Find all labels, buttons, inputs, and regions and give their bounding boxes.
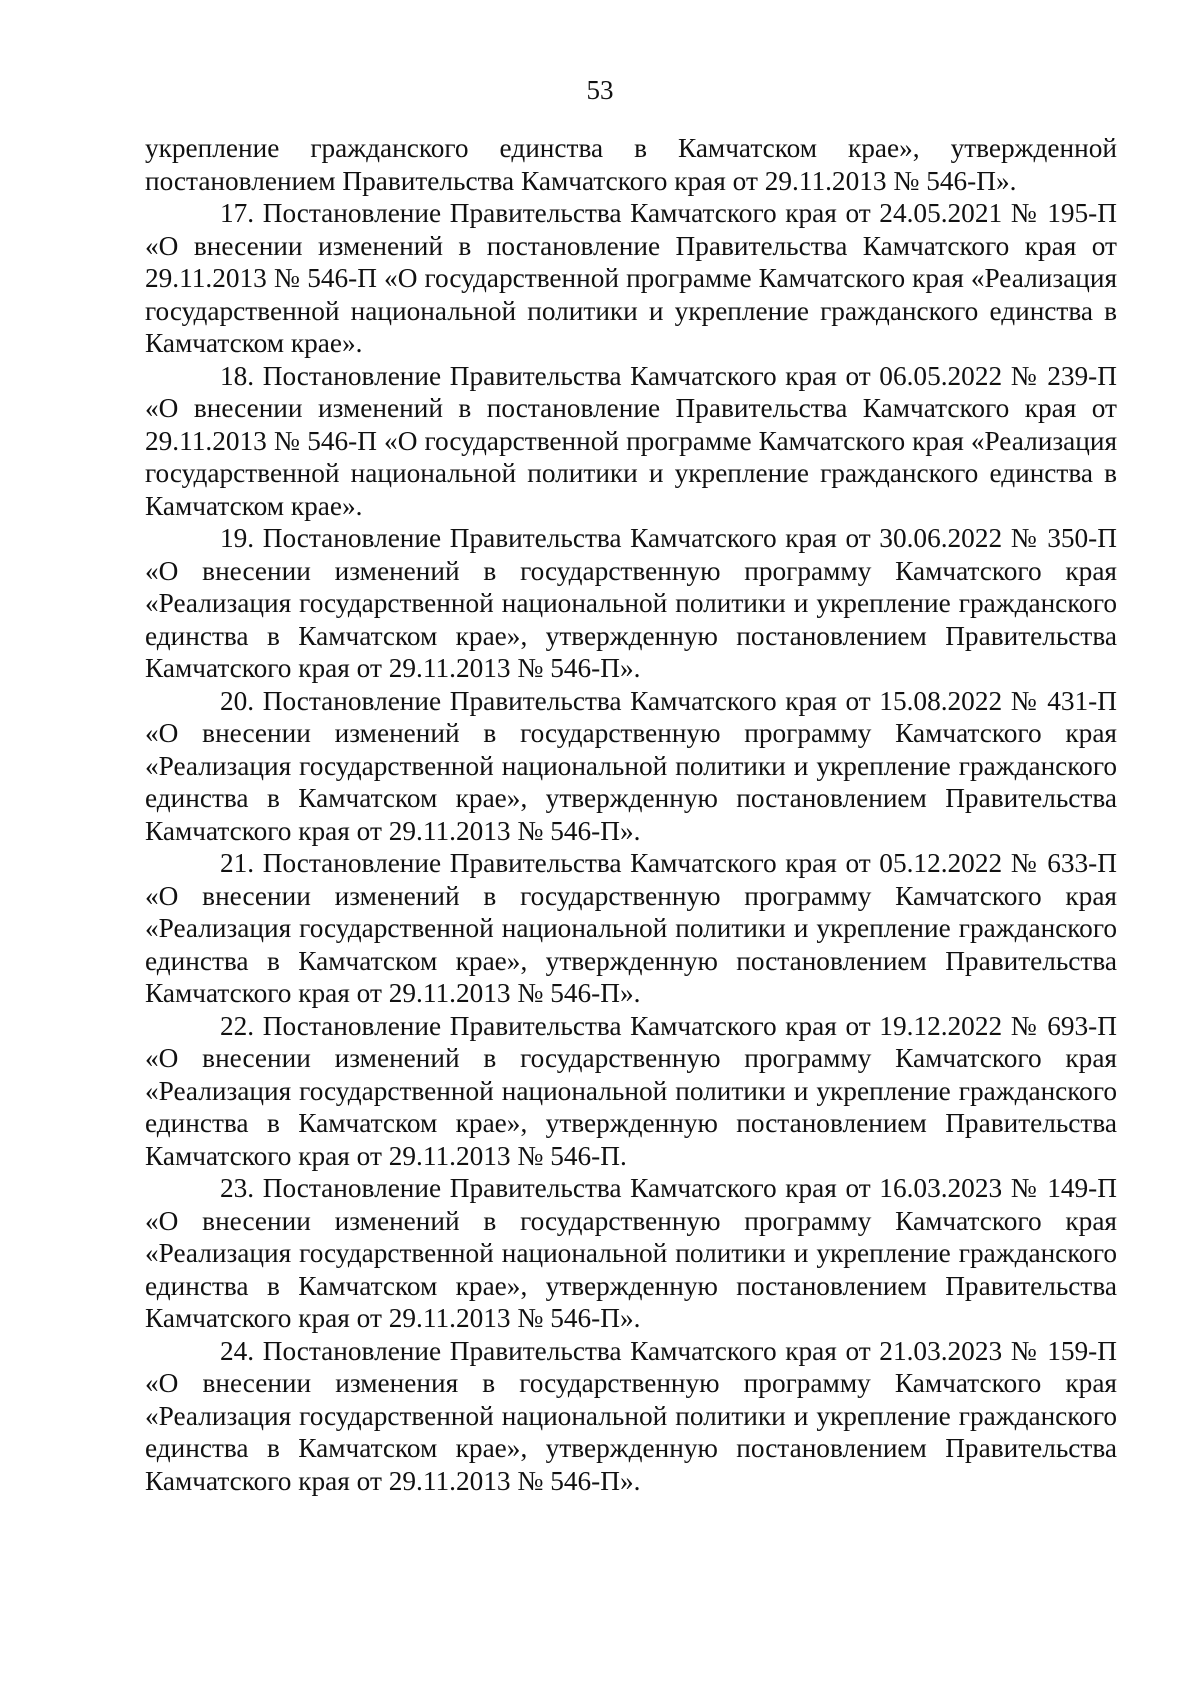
list-item-17: 17. Постановление Правительства Камчатского края от 24.05.2021 № 195-П «О внесении изменений в постановление Правительства Камчатского края от 29.11.2013 № 546-П «О государственной программе Камчатского края «Реализация государственной национальной политики и укрепление гражданского единства в Камчатском крае». (145, 198, 1117, 358)
list-item-19: 19. Постановление Правительства Камчатского края от 30.06.2022 № 350-П «О внесении изменений в государственную программу Камчатского края «Реализация государственной национальной политики и укрепление гражданского единства в Камчатском крае», утвержденную постановлением Правительства Камчатского края от 29.11.2013 № 546-П». (145, 523, 1117, 683)
list-item-23: 23. Постановление Правительства Камчатского края от 16.03.2023 № 149-П «О внесении изменений в государственную программу Камчатского края «Реализация государственной национальной политики и укрепление гражданского единства в Камчатском крае», утвержденную постановлением Правительства Камчатского края от 29.11.2013 № 546-П». (145, 1173, 1117, 1333)
list-item-18: 18. Постановление Правительства Камчатского края от 06.05.2022 № 239-П «О внесении изменений в постановление Правительства Камчатского края от 29.11.2013 № 546-П «О государственной программе Камчатского края «Реализация государственной национальной политики и укрепление гражданского единства в Камчатском крае». (145, 360, 1117, 521)
list-item-21: 21. Постановление Правительства Камчатского края от 05.12.2022 № 633-П «О внесении изменений в государственную программу Камчатского края «Реализация государственной национальной политики и укрепление гражданского единства в Камчатском крае», утвержденную постановлением Правительства Камчатского края от 29.11.2013 № 546-П». (145, 848, 1117, 1008)
document-body (145, 132, 1117, 1497)
paragraph-continuation: укрепление гражданского единства в Камчатском крае», утвержденной постановлением Правительства Камчатского края от 29.11.2013 № 546-П». (145, 133, 1117, 196)
list-item-24: 24. Постановление Правительства Камчатского края от 21.03.2023 № 159-П «О внесении изменения в государственную программу Камчатского края «Реализация государственной национальной политики и укрепление гражданского единства в Камчатском крае», утвержденную постановлением Правительства Камчатского края от 29.11.2013 № 546-П». (145, 1335, 1117, 1496)
list-item-20: 20. Постановление Правительства Камчатского края от 15.08.2022 № 431-П «О внесении изменений в государственную программу Камчатского края «Реализация государственной национальной политики и укрепление гражданского единства в Камчатском крае», утвержденную постановлением Правительства Камчатского края от 29.11.2013 № 546-П». (145, 685, 1117, 846)
list-item-22: 22. Постановление Правительства Камчатского края от 19.12.2022 № 693-П «О внесении изменений в государственную программу Камчатского края «Реализация государственной национальной политики и укрепление гражданского единства в Камчатском крае», утвержденную постановлением Правительства Камчатского края от 29.11.2013 № 546-П. (145, 1010, 1117, 1171)
page-number: 53 (586, 75, 614, 105)
